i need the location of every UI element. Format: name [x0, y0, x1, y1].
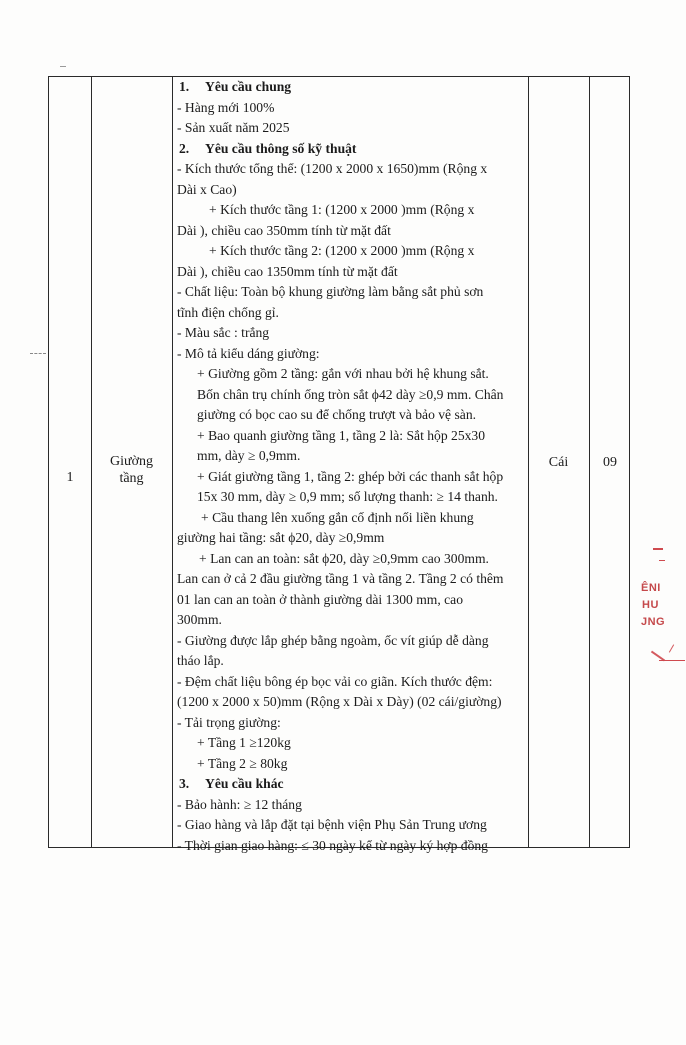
- official-stamp-fragment: [641, 540, 686, 675]
- section-heading: [173, 774, 525, 795]
- stamp-text: HU: [642, 599, 659, 611]
- spec-line: + Cầu thang lên xuống gắn cố định nối liền khung: [201, 509, 474, 525]
- stamp-border: [659, 660, 685, 661]
- specification-table: [48, 76, 630, 853]
- spec-line: mm, dày ≥ 0,9mm.: [197, 448, 301, 463]
- section-title: Yêu cầu chung: [205, 79, 292, 94]
- spec-line: + Bao quanh giường tầng 1, tầng 2 là: Sắt hộp 25x30: [197, 427, 486, 443]
- row-number-cell: 1: [66, 470, 74, 485]
- section-heading: [173, 77, 525, 98]
- spec-line: giường hai tầng: sắt ϕ20, dày ≥0,9mm: [177, 530, 385, 545]
- spec-line: - Mô tả kiểu dáng giường:: [177, 345, 320, 361]
- spec-line: + Kích thước tầng 2: (1200 x 2000 )mm (Rộng x: [209, 243, 475, 258]
- spec-line: - Thời gian giao hàng: ≤ 30 ngày kể từ ngày ký hợp đồng: [177, 837, 488, 853]
- item-name-line: tầng: [119, 471, 144, 486]
- spec-line: - Sản xuất năm 2025: [177, 120, 290, 135]
- section-number: 3.: [179, 776, 190, 791]
- stamp-border: [653, 548, 663, 550]
- spec-line: - Chất liệu: Toàn bộ khung giường làm bằng sắt phủ sơn: [177, 284, 484, 299]
- section-title: Yêu cầu thông số kỹ thuật: [205, 140, 357, 156]
- spec-line: - Đệm chất liệu bông ép bọc vải co giãn. Kích thước đệm:: [177, 673, 493, 689]
- spec-line: - Giao hàng và lắp đặt tại bệnh viện Phụ Sản Trung ương: [177, 817, 487, 832]
- spec-line: + Giường gồm 2 tầng: gắn với nhau bởi hệ khung sắt.: [197, 366, 489, 381]
- stamp-border: [669, 644, 674, 652]
- spec-line: + Giát giường tầng 1, tầng 2: ghép bởi các thanh sắt hộp: [197, 468, 504, 484]
- spec-line: tĩnh điện chống gỉ.: [177, 304, 279, 320]
- item-name-cell: [91, 453, 172, 487]
- scan-fold-line: [30, 353, 46, 354]
- unit-cell: Cái: [548, 455, 569, 470]
- section-title: Yêu cầu khác: [205, 776, 284, 791]
- specification-cell: [173, 77, 525, 856]
- spec-line: Dài x Cao): [177, 181, 237, 197]
- stamp-text: JNG: [641, 616, 666, 628]
- spec-line: + Tầng 1 ≥120kg: [197, 735, 291, 750]
- section-number: 1.: [179, 79, 190, 94]
- spec-line: - Kích thước tổng thể: (1200 x 2000 x 1650)mm (Rộng x: [177, 161, 488, 176]
- spec-line: - Bảo hành: ≥ 12 tháng: [177, 796, 302, 812]
- quantity-cell: 09: [603, 455, 617, 470]
- section-heading: [173, 139, 525, 160]
- spec-line: (1200 x 2000 x 50)mm (Rộng x Dài x Dày) (02 cái/giường): [177, 694, 502, 709]
- scan-mark: [60, 66, 66, 71]
- spec-line: - Giường được lắp ghép bằng ngoàm, ốc vít giúp dễ dàng: [177, 632, 489, 648]
- spec-line: Lan can ở cả 2 đầu giường tầng 1 và tầng 2. Tầng 2 có thêm: [177, 571, 504, 586]
- item-name-line: Giường: [110, 454, 153, 469]
- section-number: 2.: [179, 140, 190, 156]
- spec-line: 01 lan can an toàn ở thành giường dài 1300 mm, cao: [177, 591, 463, 607]
- spec-line: + Tầng 2 ≥ 80kg: [197, 755, 288, 771]
- spec-line: + Lan can an toàn: sắt ϕ20, dày ≥0,9mm cao 300mm.: [199, 550, 489, 566]
- spec-line: - Tải trọng giường:: [177, 714, 281, 730]
- spec-line: tháo lắp.: [177, 653, 224, 668]
- spec-line: + Kích thước tầng 1: (1200 x 2000 )mm (Rộng x: [209, 202, 475, 217]
- stamp-border: [659, 560, 665, 561]
- spec-line: Dài ), chiều cao 350mm tính từ mặt đất: [177, 222, 391, 238]
- spec-line: giường có bọc cao su để chống trượt và bảo vệ sàn.: [197, 407, 477, 422]
- spec-line: Bốn chân trụ chính ống tròn sắt ϕ42 dày ≥0,9 mm. Chân: [197, 386, 504, 402]
- spec-line: 300mm.: [177, 612, 222, 627]
- spec-line: - Hàng mới 100%: [177, 99, 275, 115]
- stamp-text: ÊNI: [641, 582, 661, 594]
- spec-line: Dài ), chiều cao 1350mm tính từ mặt đất: [177, 263, 398, 279]
- spec-line: - Màu sắc : trắng: [177, 325, 270, 340]
- spec-line: 15x 30 mm, dày ≥ 0,9 mm; số lượng thanh: ≥ 14 thanh.: [197, 489, 498, 504]
